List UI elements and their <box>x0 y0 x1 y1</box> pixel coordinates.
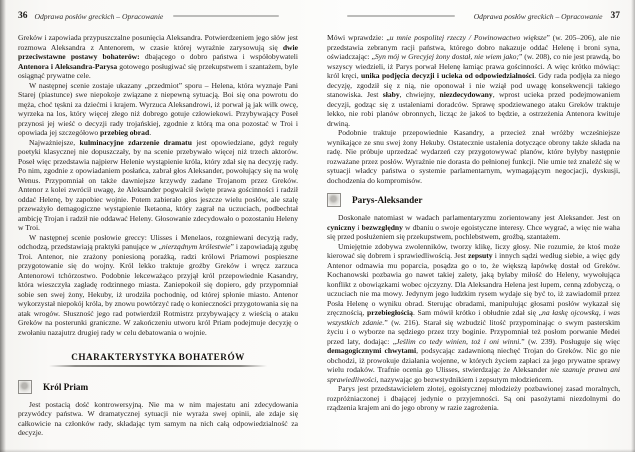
page-37 <box>327 10 620 413</box>
text-segment: ” (w. 239). Posługuje się więc <box>521 336 620 346</box>
text-segment: . Sam mówił krótko i obłudnie zdał się „ <box>412 308 543 317</box>
text-segment: Jeślim co tedy winien, toż i oni winni. <box>396 336 522 346</box>
text-segment: przebiegłością <box>366 308 413 317</box>
subsection-heading-priam <box>18 380 298 394</box>
text-segment: słaby <box>382 90 400 99</box>
page-number-right: 37 <box>610 11 620 21</box>
text-segment: unika podjęcia decyzji i ucieka od odpowiedzialności <box>361 71 535 80</box>
scan-edge-left <box>0 0 6 452</box>
text-segment: jest opowiedziane, gdyż reguły poetyki klasycznej nie dopuszczały, by na scenie przebywało więcej niż trzech aktorów. Poseł więc przedstawia najpierw Helenie wystąpienie króla, który zdał się na decyzję rady. Po nim, zgodnie z opowiadaniem posłańca, zabrał głos Aleksander, powołujący się na wolę Wenus. Przypomniał on także dawniejsze krzywdy zadane Trojanom przez Greków. Antenor z kolei zwrócił uwagę, że Aleksander pogwałcił święte prawa gościnności i radził oddać Helenę, by zapobiec wojnie. Potem zabierało głos jeszcze wielu posłów, ale szalę przeważyło demagogiczne wystąpienie Iketaona, który zagrał na uczuciach, podbechtał ambicję Trojan i radził nie oddawać Heleny. Głosowanie zdecydowało o pozostaniu Heleny w Troi. <box>18 137 298 232</box>
scan-edge-right <box>631 0 635 452</box>
subsection-krol-priam <box>18 380 298 438</box>
ornament-icon <box>327 193 341 207</box>
text-segment: demagogicznymi chwytami <box>327 346 417 355</box>
paragraph <box>327 384 620 413</box>
text-segment: nierządnym królestwie <box>161 242 231 251</box>
running-header-left: Odprawa posłów greckich – Opracowanie <box>34 11 164 21</box>
page-36 <box>18 10 298 438</box>
text-segment: dbającego o dobro państwa i współobywateli <box>139 52 299 61</box>
page-header-left <box>18 10 298 22</box>
text-segment: Podobnie traktuje przepowiednie Kasandry, a przecież znał wróżby wcześniejsze wynikające ze snu swej żony Hekuby. Ostatecznie ustalenia dotyczące obrony także składa na radę. Nie próbuje uprzedzać wydarzeń czy przygotowywać planów, które byłyby następnie rozważane przez posłów. Wyraźnie nie dorasta do pełnionej funkcji. Nie umie też znaleźć się w sytuacji władcy państwa o systemie parlamentarnym, wymagającym negocjacji, dyskusji, dochodzenia do kompromisów. <box>327 128 620 185</box>
paragraph <box>18 233 298 338</box>
text-segment: bezwzględny <box>361 222 403 232</box>
paragraph <box>18 81 298 138</box>
right-page-body <box>327 33 620 185</box>
text-segment: ” (w. 208), co nie jest prawdą, bo wszyscy wiedzieli, iż Parys porwał Helenę łamiąc prawa gościnności. A więc krótko mówiąc: król kręci, <box>327 52 621 80</box>
text-segment: W następnej scenie zostaje ukazany „przedmiot” sporu – Helena, która wyznaje Pani Starej (piastunce) swe niepokoje związane z niepewną sytuacją. Boi się ona powrotu do męża, choć tęskni za dziećmi i krajem. Wyrzuca Aleksandrowi, iż porwał ją jak wilk owcę, wyrzeka na los, który więcej złego niż dobrego gotuje człowiekowi. Przybywający Poseł przynosi jej wieść o decyzji rady trojańskiej, zgodnie z którą ma ona pozostać w Troi i opowiada jej szczegółowo <box>18 80 298 137</box>
text-segment: Doskonale natomiast w wadach parlamentaryzmu zorientowany jest Aleksander. Jest on <box>338 213 620 222</box>
text-segment: Greków i zapowiada przypuszczalne posunięcia Aleksandra. Potwierdzeniem jego słów jest rozmowa Aleksandra z Antenorem, w czasie której wyraźnie zarysowują się <box>18 33 298 52</box>
paragraph <box>327 128 620 185</box>
text-segment: cyniczny <box>327 222 356 232</box>
text-segment: w dbaniu o swoje egoistyczne interesy. Chce wygrać, a więc nie waha się przed posłużeniem się przekupstwem, pochlebstwem, groźbą, szantażem. <box>327 222 620 241</box>
text-segment: , chwiejny, <box>399 90 440 99</box>
text-segment: przebieg obrad <box>100 128 150 137</box>
paragraph <box>327 213 620 242</box>
subsection-body-priam <box>18 400 298 438</box>
text-segment: niezdecydowany <box>439 90 493 99</box>
text-segment: ” (w. 216). Starał się wzbudzić litość przypominając o swym pasterskim życiu i o wyborze na sędziego przez trzy boginie. Przypomniał też posłom porwanie Medei przed laty, dodając: „ <box>327 317 620 346</box>
text-segment: Najważniejsze, <box>29 137 80 147</box>
text-segment: , nazywając go bezwstydnikiem i zepsutym młodzieńcem. <box>376 374 554 384</box>
text-segment: kulminacyjne zdarzenie dramatu <box>79 137 192 147</box>
page-number-left: 36 <box>18 11 28 21</box>
text-segment: u mnie pospolitej rzeczy / Powinowactwo większe <box>389 33 547 42</box>
subsection-body-parys <box>327 213 620 413</box>
text-segment: Antenora i Aleksandra-Parysa <box>18 61 118 71</box>
text-segment: Jest postacią dość kontrowersyjną. Nie ma w nim majestatu ani zdecydowania przywódcy państwa. W dramatycznej sytuacji nie wyraża swej opinii, ale zdaje się całkowicie na członków rady, składając tym samym na nich całą odpowiedzialność za decyzje. <box>18 399 298 438</box>
page-header-right <box>327 10 620 22</box>
paragraph <box>18 138 298 233</box>
subsection-parys-aleksander <box>327 193 620 413</box>
text-segment: nie szanuje prawa ani sprawiedliwości <box>327 365 621 384</box>
text-segment: . <box>149 128 152 137</box>
text-segment: W następnej scenie posłowie greccy: Ulisses i Menelaos, rozgniewani decyzją rady, odchodzą, przedstawiają praktyki panujące w „ <box>18 232 298 251</box>
text-segment: zepsuty <box>468 251 493 260</box>
text-segment: na łaskę ojcowską, i was wszystkich zdanie. <box>327 308 620 327</box>
text-segment: i <box>355 222 362 232</box>
paragraph <box>18 33 298 81</box>
paragraph <box>327 242 620 385</box>
text-segment: i innych sądzi według siebie, a więc gdy Antenor odmawia mu poparcia, posądza go o to, że większą łapówkę dostał od Greków. Kochanowski pozbawia go nawet takiej zalety, jaką byłaby miłość do Heleny, wywołująca konflikt z obowiązkami wobec ojczyzny. Dla Aleksandra Helena jest łupem, cenną zdobyczą, o uczuciach nie ma mowy. Jedynym jego ludzkim rysem wydaje się być to, iż zawiadomił przez Posła Helenę o wyniku obrad. Sterując obradami, manipulując głosami posłów wykazał się zręcznością, <box>327 251 620 317</box>
left-page-body <box>18 33 298 337</box>
text-segment: ” (w. 205–206), ale nie przedstawia zebranym racji państwa, którego dobro nakazuje oddać Helenę i broni syna, oświadczając: „ <box>327 33 621 61</box>
text-segment: , podsycając zadawnioną niechęć Trojan do Greków. Nic go nie obchodzi, iż prowokuje działania wojenne, w których życiem zapłaci za jego prywatne sprawy wielu rodaków. Trafnie ocenia go Ulisses, stwierdzając że Aleksander <box>327 346 620 374</box>
text-segment: . Gdy rada podjęła za niego decyzję, zgodził się z nią, nie oponował i nie wziął pod uwagę konsekwencji takiego stanowiska. Jest <box>327 71 621 99</box>
ornament-icon <box>18 380 32 394</box>
subsection-heading-parys <box>327 193 620 207</box>
paragraph <box>18 400 298 438</box>
header-rule-right <box>347 15 455 17</box>
paragraph <box>327 33 620 128</box>
text-segment: Umiejętnie zdobywa zwolenników, tworzy klikę, liczy głosy. Nie rozumie, że ktoś może kierować się dobrem i sprawiedliwością. Jest <box>327 241 620 260</box>
text-segment: , wprost ucieka przed podejmowaniem decyzji, godząc się z ustaleniami doradców. Sprawę spodziewanego ataku Greków traktuje lekko, nie robi planów obronnych, licząc że jakoś to będzie, a ostrzeżenia Antenora kwituje drwiną. <box>327 90 620 128</box>
header-rule-left <box>173 15 279 17</box>
text-segment: gotowego posługiwać się przekupstwem i szantażem, byle osiągnąć prywatne cele. <box>18 61 298 80</box>
text-segment: Syn mój w Grecyjej żony dostał, nie wiem jako; <box>374 52 519 61</box>
subsection-title-priam: Król Priam <box>43 381 89 392</box>
text-segment: Mówi wprawdzie: „ <box>327 33 390 42</box>
running-header-right: Odprawa posłów greckich – Opracowanie <box>473 11 603 21</box>
section-heading-rule <box>49 365 267 367</box>
text-segment: Parys jest przedstawicielem złotej, egoistycznej młodzieży pozbawionej zasad moralnych, rozpróżniaczonej i dbającej jedynie o przyjemności. Są oni pasożytami niezdolnymi do rządzenia krajem ani do jego obrony w razie zagrożenia. <box>327 384 620 412</box>
subsection-title-parys: Parys-Aleksander <box>352 195 423 205</box>
text-segment: dwie przeciwstawne postawy bohaterów: <box>18 42 298 61</box>
section-heading-block <box>18 352 298 367</box>
section-heading: CHARAKTERYSTYKA BOHATERÓW <box>71 352 245 362</box>
text-segment: ” i zapowiadają zgubę Troi. Antenor, nie zrażony poniesioną porażką, radzi królowi Priamowi pospieszne przygotowanie się do wojny. Król lekko traktuje groźby Greków i wręcz zarzuca Antenorowi tchórzostwo. Podobnie lekceważąco przyjął król przepowiednie Kasandry, która wieszczyła zagładę rodzinnego miasta. Zaniepokoił się dopiero, gdy przypomniał sobie sen swej żony, Hekuby, iż urodziła pochodnię, od której spłonie miasto. Antenor wykorzystał niepokój króla, by znowu powtórzyć radę o konieczności przygotowania się na atak wrogów. Słuszność jego rad potwierdził Rotmistrz przybywający z wieścią o ataku Greków na posterunki graniczne. W zakończeniu utworu król Priam podejmuje decyzję o zwołaniu nazajutrz drugiej rady w celu debatowania o wojnie. <box>18 242 298 337</box>
